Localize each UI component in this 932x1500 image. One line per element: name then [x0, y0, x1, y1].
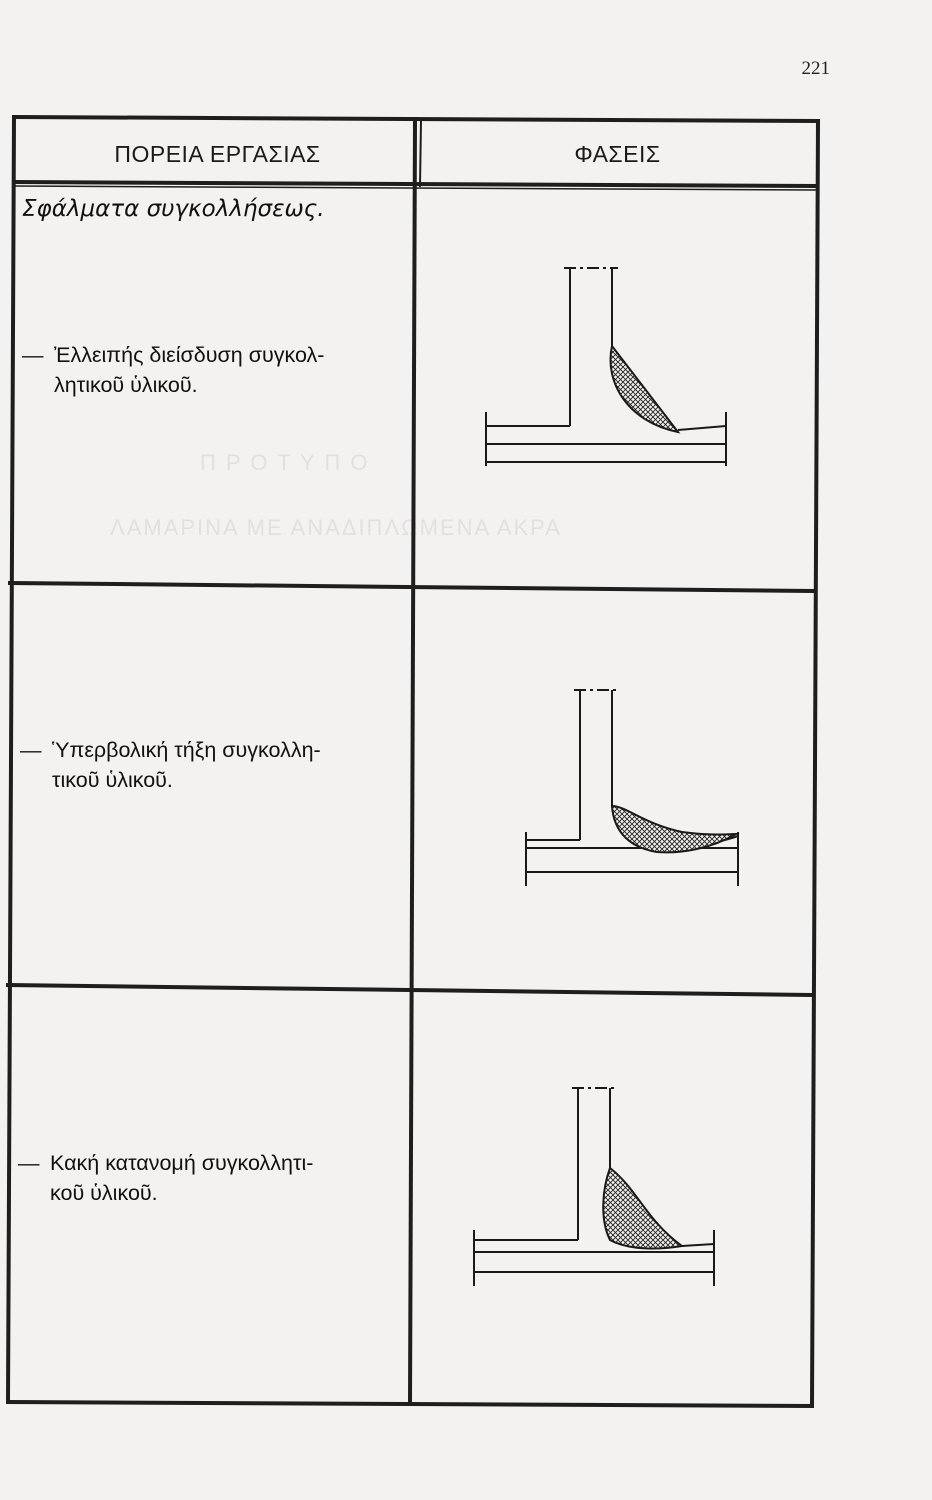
page-number: 221 — [801, 58, 830, 79]
weld-defect-drawing-excessive-melting — [522, 684, 747, 889]
row-2-description — [20, 735, 321, 795]
bleed-through-text: Π Ρ Ο Τ Υ Π Ο — [200, 450, 370, 475]
bullet-dash: — — [20, 738, 42, 762]
section-title: Σφάλματα συγκολλήσεως. — [22, 196, 325, 222]
weld-defect-drawing-poor-distribution — [468, 1080, 728, 1290]
column-header-procedure: ΠΟΡΕΙΑ ΕΡΓΑΣΙΑΣ — [114, 141, 321, 167]
row-2-line-1: Ὑπερβολική τήξη συγκολλη- — [52, 738, 321, 762]
weld-defect-drawing-incomplete-penetration — [478, 262, 738, 477]
bullet-dash: — — [22, 343, 44, 367]
row-1-description — [22, 340, 324, 400]
column-header-phases: ΦΑΣΕΙΣ — [574, 141, 661, 167]
row-3-description — [18, 1148, 313, 1208]
row-3-line-2: κοῦ ὑλικοῦ. — [50, 1181, 158, 1205]
row-1-line-1: Ἐλλειπής διείσδυση συγκολ- — [54, 343, 325, 367]
bullet-dash: — — [18, 1151, 40, 1175]
row-2-line-2: τικοῦ ὑλικοῦ. — [52, 768, 173, 792]
bleed-through-text: ΛΑΜΑΡΙΝΑ ΜΕ ΑΝΑΔΙΠΛΩΜΕΝΑ ΑΚΡΑ — [110, 515, 562, 540]
row-3-line-1: Κακή κατανομή συγκολλητι- — [50, 1151, 314, 1175]
row-1-line-2: λητικοῦ ὑλικοῦ. — [54, 373, 198, 397]
